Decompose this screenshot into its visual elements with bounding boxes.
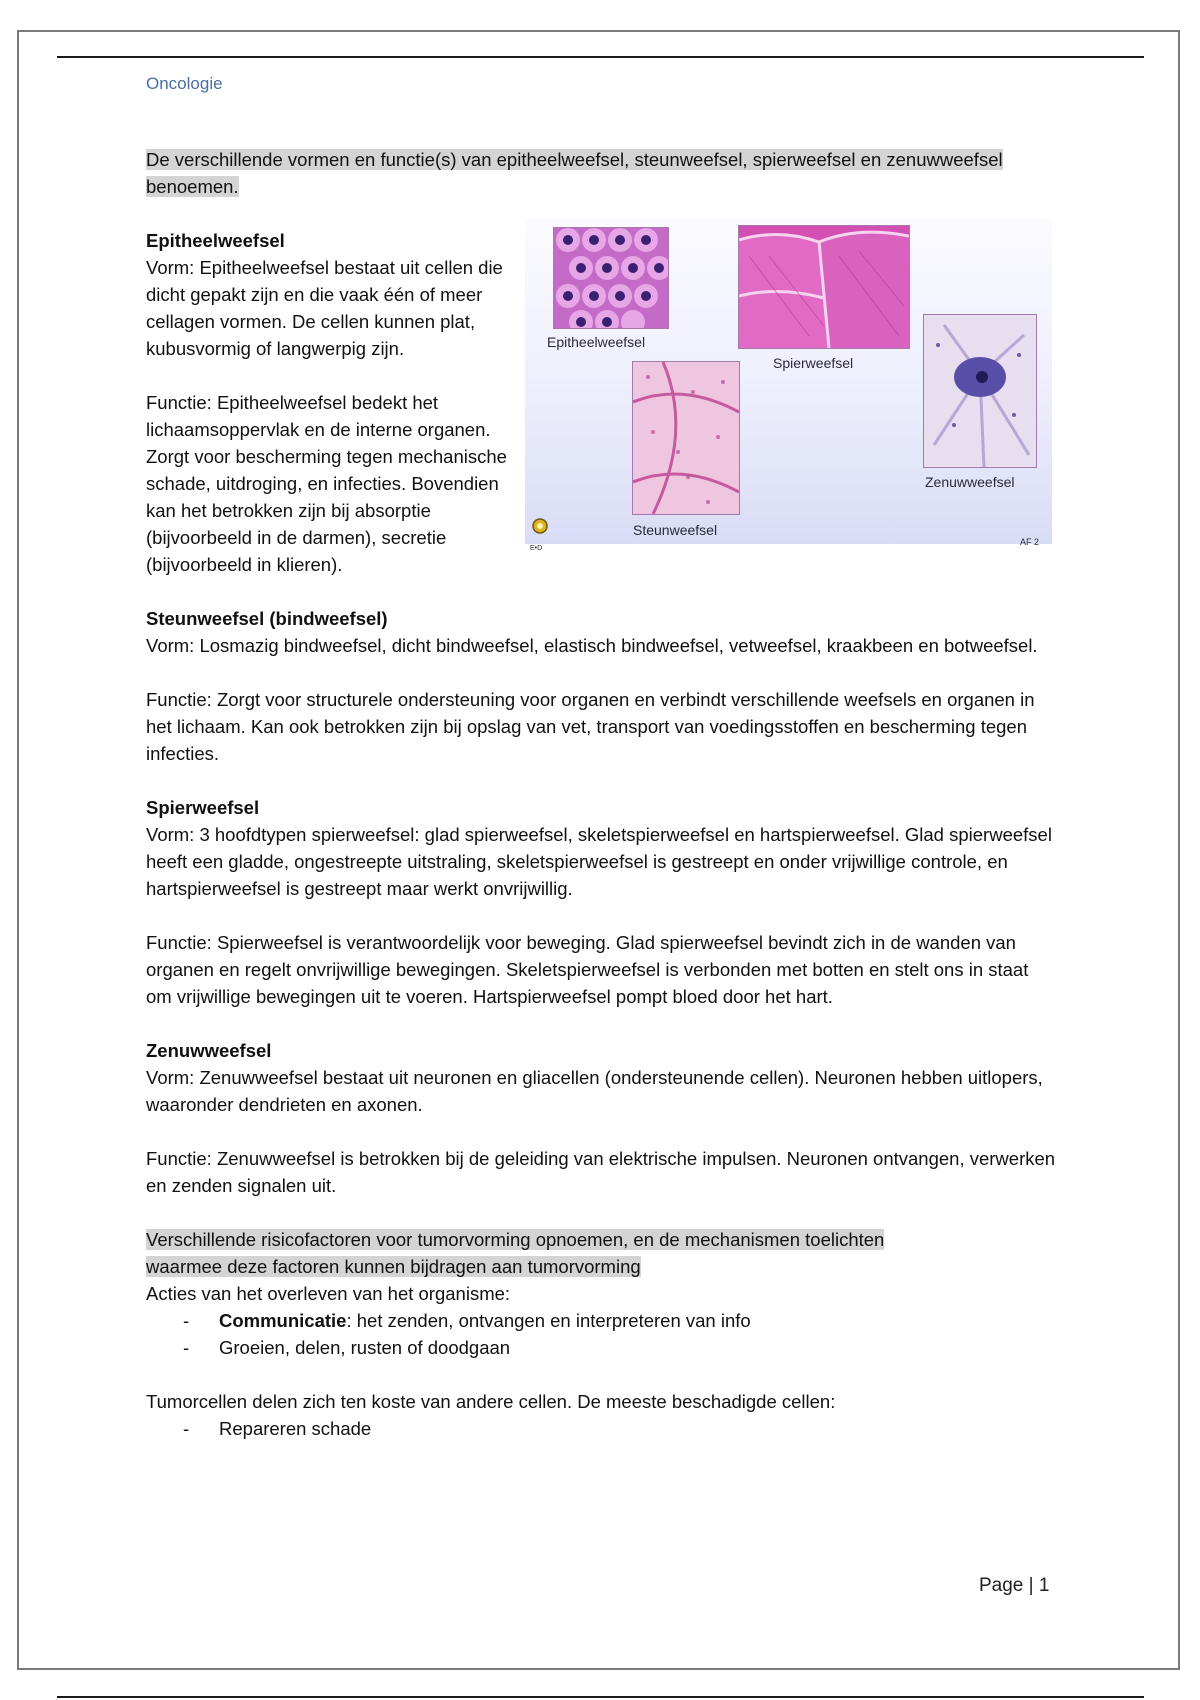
- heading-risicofactoren: Verschillende risicofactoren voor tumorvorming opnoemen, en de mechanismen toelichten waarmee deze factoren kunnen bijdragen aan tumorvorming: [146, 1229, 885, 1277]
- section-spierweefsel: [146, 794, 1056, 1010]
- caption-spierweefsel: Spierweefsel: [773, 355, 854, 371]
- acties-intro: Acties van het overleven van het organisme:: [146, 1283, 511, 1304]
- caption-steunweefsel: Steunweefsel: [633, 522, 718, 538]
- zenuw-vorm: Vorm: Zenuwweefsel bestaat uit neuronen en gliacellen (ondersteunende cellen). Neuronen hebben uitlopers, waaronder dendrieten en axonen.: [146, 1067, 1043, 1115]
- spier-micrograph: [738, 225, 910, 349]
- header-rule: [57, 56, 1144, 58]
- publisher-logo-text: E•D: [530, 545, 543, 552]
- spier-title: Spierweefsel: [146, 797, 260, 818]
- heading-vormen-functies: De verschillende vormen en functie(s) van epitheelweefsel, steunweefsel, spierweefsel en zenuwweefsel benoemen.: [146, 149, 1003, 197]
- slide-label: AF 2: [1020, 537, 1040, 547]
- zenuw-micrograph: [923, 314, 1037, 468]
- epitheel-micrograph: [553, 227, 669, 329]
- zenuw-title: Zenuwweefsel: [146, 1040, 272, 1061]
- acties-list: [146, 1307, 1056, 1361]
- section-steunweefsel: [146, 605, 1056, 767]
- list-item: - Groeien, delen, rusten of doodgaan: [183, 1334, 1056, 1361]
- section-epitheelweefsel: [146, 227, 1056, 578]
- document-body: [146, 146, 1056, 1442]
- tumor-list: [146, 1415, 1056, 1442]
- epitheel-functie: Functie: Epitheelweefsel bedekt het lichaamsoppervlak en de interne organen. Zorgt voor bescherming tegen mechanische schade, uitdroging, en infecties. Bovendien kan het betrokken zijn bij absorptie (bijvoorbeeld in de darmen), secretie (bijvoorbeeld in klieren).: [146, 392, 507, 575]
- footer-rule: [57, 1696, 1144, 1698]
- page-number: Page | 1: [979, 1575, 1050, 1596]
- caption-zenuwweefsel: Zenuwweefsel: [925, 474, 1015, 490]
- tumor-intro: Tumorcellen delen zich ten koste van andere cellen. De meeste beschadigde cellen:: [146, 1391, 836, 1412]
- running-header: Oncologie: [146, 74, 223, 93]
- steun-vorm: Vorm: Losmazig bindweefsel, dicht bindweefsel, elastisch bindweefsel, vetweefsel, kraakbeen en botweefsel.: [146, 635, 1038, 656]
- list-item: - Repareren schade: [183, 1415, 1056, 1442]
- steun-title: Steunweefsel (bindweefsel): [146, 608, 388, 629]
- steun-functie: Functie: Zorgt voor structurele ondersteuning voor organen en verbindt verschillende weefsels en organen in het lichaam. Kan ook betrokken zijn bij opslag van vet, transport van voedingsstoffen en bescherming tegen infecties.: [146, 689, 1035, 764]
- epitheel-title: Epitheelweefsel: [146, 230, 285, 251]
- caption-epitheelweefsel: Epitheelweefsel: [547, 334, 646, 350]
- list-item: - Communicatie: het zenden, ontvangen en interpreteren van info: [183, 1307, 1056, 1334]
- spier-vorm: Vorm: 3 hoofdtypen spierweefsel: glad spierweefsel, skeletspierweefsel en hartspierweefsel. Glad spierweefsel heeft een gladde, ongestreepte uitstraling, skeletspierweefsel is gestreept en onder vrijwillige controle, en hartspierweefsel is gestreept maar werkt onvrijwillig.: [146, 824, 1052, 899]
- epitheel-vorm: Vorm: Epitheelweefsel bestaat uit cellen die dicht gepakt zijn en die vaak één of meer cellagen vormen. De cellen kunnen plat, kubusvormig of langwerpig zijn.: [146, 257, 503, 359]
- spier-functie: Functie: Spierweefsel is verantwoordelijk voor beweging. Glad spierweefsel bevindt zich in de wanden van organen en regelt onvrijwillige bewegingen. Skeletspierweefsel is verbonden met botten en stelt ons in staat om vrijwillige bewegingen uit te voeren. Hartspierweefsel pompt bloed door het hart.: [146, 932, 1029, 1007]
- steun-micrograph: [632, 361, 740, 515]
- zenuw-functie: Functie: Zenuwweefsel is betrokken bij de geleiding van elektrische impulsen. Neuronen ontvangen, verwerken en zenden signalen uit.: [146, 1148, 1056, 1196]
- section-zenuwweefsel: [146, 1037, 1056, 1199]
- tissue-figure: [525, 219, 1052, 552]
